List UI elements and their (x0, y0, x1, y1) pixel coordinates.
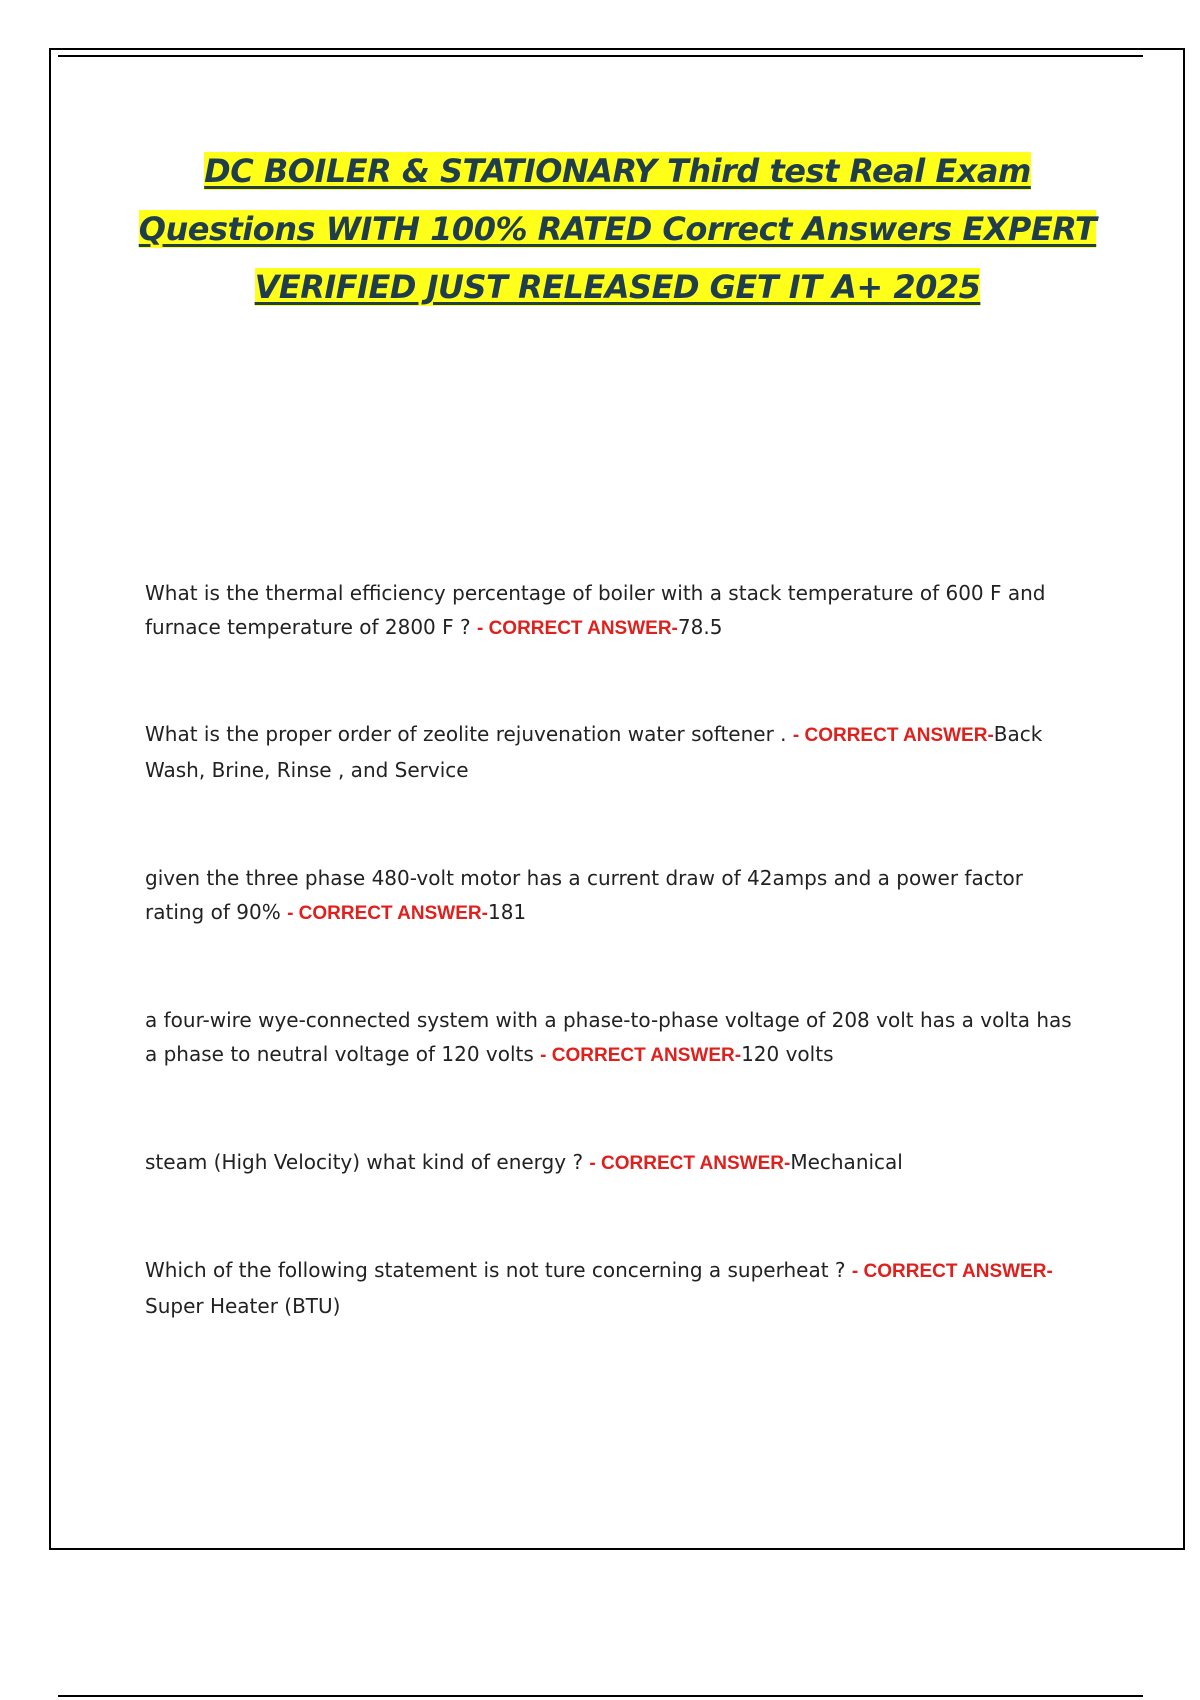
answer-label: - CORRECT ANSWER- (589, 1153, 791, 1174)
title-line: Questions WITH 100% RATED Correct Answers EXPERT (138, 210, 1097, 248)
answer-label: - CORRECT ANSWER- (851, 1261, 1053, 1282)
top-rule (58, 55, 1143, 57)
answer-label: - CORRECT ANSWER- (540, 1045, 742, 1066)
question-item (145, 1145, 1080, 1181)
bottom-rule (58, 1695, 1143, 1697)
answer-label: - CORRECT ANSWER- (287, 903, 488, 924)
question-text: What is the proper order of zeolite rejuvenation water softener . (145, 722, 793, 746)
question-item (145, 717, 1080, 787)
question-item (145, 1253, 1080, 1323)
answer-label: - CORRECT ANSWER- (792, 725, 994, 746)
answer-label: - CORRECT ANSWER- (476, 618, 678, 639)
answer-text: 120 volts (741, 1042, 834, 1066)
document-title (100, 142, 1135, 316)
answer-text: Super Heater (BTU) (145, 1294, 341, 1318)
title-line: VERIFIED JUST RELEASED GET IT A+ 2025 (254, 268, 981, 306)
question-text: Which of the following statement is not ture concerning a superheat ? (145, 1258, 852, 1282)
question-text: steam (High Velocity) what kind of energy ? (145, 1150, 590, 1174)
question-text: a four-wire wye-connected system with a phase-to-phase voltage of 208 volt has a volta has a phase to neutral voltage of 120 volts (145, 1008, 1072, 1066)
answer-text: Back Wash, Brine, Rinse , and Service (145, 722, 1043, 782)
question-item (145, 576, 1080, 646)
question-item (145, 1003, 1080, 1073)
question-text: given the three phase 480-volt motor has a current draw of 42amps and a power factor rating of 90% (145, 866, 1024, 924)
question-text: What is the thermal efficiency percentage of boiler with a stack temperature of 600 F and furnace temperature of 2800 F ? (145, 581, 1046, 639)
answer-text: 181 (487, 900, 527, 924)
answer-text: Mechanical (790, 1150, 903, 1174)
question-item (145, 861, 1080, 931)
answer-text: 78.5 (677, 615, 723, 639)
title-line: DC BOILER & STATIONARY Third test Real Exam (204, 152, 1031, 190)
